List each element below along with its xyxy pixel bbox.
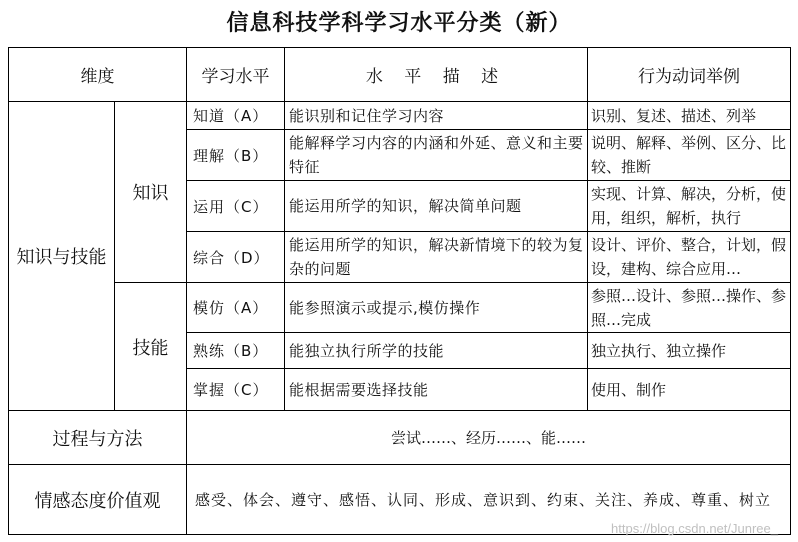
process-row	[9, 411, 791, 465]
learning-level-table	[8, 47, 791, 535]
level-cell: 综合（D）	[187, 232, 285, 283]
header-verbs: 行为动词举例	[588, 48, 791, 102]
description-cell: 能独立执行所学的技能	[285, 333, 588, 369]
description-cell: 能识别和记住学习内容	[285, 102, 588, 130]
description-cell: 能运用所学的知识，解决简单问题	[285, 181, 588, 232]
table-row	[9, 283, 791, 333]
table-row	[9, 102, 791, 130]
verbs-cell: 使用、制作	[588, 369, 791, 411]
verbs-cell: 参照…设计、参照…操作、参照…完成	[588, 283, 791, 333]
level-cell: 模仿（A）	[187, 283, 285, 333]
verbs-cell: 说明、解释、举例、区分、比较、推断	[588, 130, 791, 181]
level-cell: 知道（A）	[187, 102, 285, 130]
dimension-skill: 技能	[115, 283, 187, 411]
level-cell: 熟练（B）	[187, 333, 285, 369]
dimension-knowledge: 知识	[115, 102, 187, 283]
verbs-cell: 独立执行、独立操作	[588, 333, 791, 369]
description-cell: 能运用所学的知识，解决新情境下的较为复杂的问题	[285, 232, 588, 283]
page-title: 信息科技学科学习水平分类（新）	[226, 11, 572, 36]
header-description: 水 平 描 述	[285, 48, 588, 102]
description-cell: 能参照演示或提示,模仿操作	[285, 283, 588, 333]
level-cell: 运用（C）	[187, 181, 285, 232]
level-cell: 理解（B）	[187, 130, 285, 181]
dimension-process: 过程与方法	[9, 411, 187, 465]
verbs-cell: 设计、评价、整合，计划，假设，建构、综合应用…	[588, 232, 791, 283]
emotion-verbs: 感受、体会、遵守、感悟、认同、形成、意识到、约束、关注、养成、尊重、树立	[187, 465, 791, 535]
header-level: 学习水平	[187, 48, 285, 102]
verbs-cell: 实现、计算、解决，分析，使用，组织，解析，执行	[588, 181, 791, 232]
verbs-cell: 识别、复述、描述、列举	[588, 102, 791, 130]
process-verbs: 尝试……、经历……、能……	[187, 411, 791, 465]
description-cell: 能根据需要选择技能	[285, 369, 588, 411]
dimension-emotion: 情感态度价值观	[9, 465, 187, 535]
dimension-knowledge-skill: 知识与技能	[9, 102, 115, 411]
header-dimension: 维度	[9, 48, 187, 102]
level-cell: 掌握（C）	[187, 369, 285, 411]
description-cell: 能解释学习内容的内涵和外延、意义和主要特征	[285, 130, 588, 181]
watermark: https://blog.csdn.net/Junree_	[611, 521, 778, 536]
header-row	[9, 48, 791, 102]
